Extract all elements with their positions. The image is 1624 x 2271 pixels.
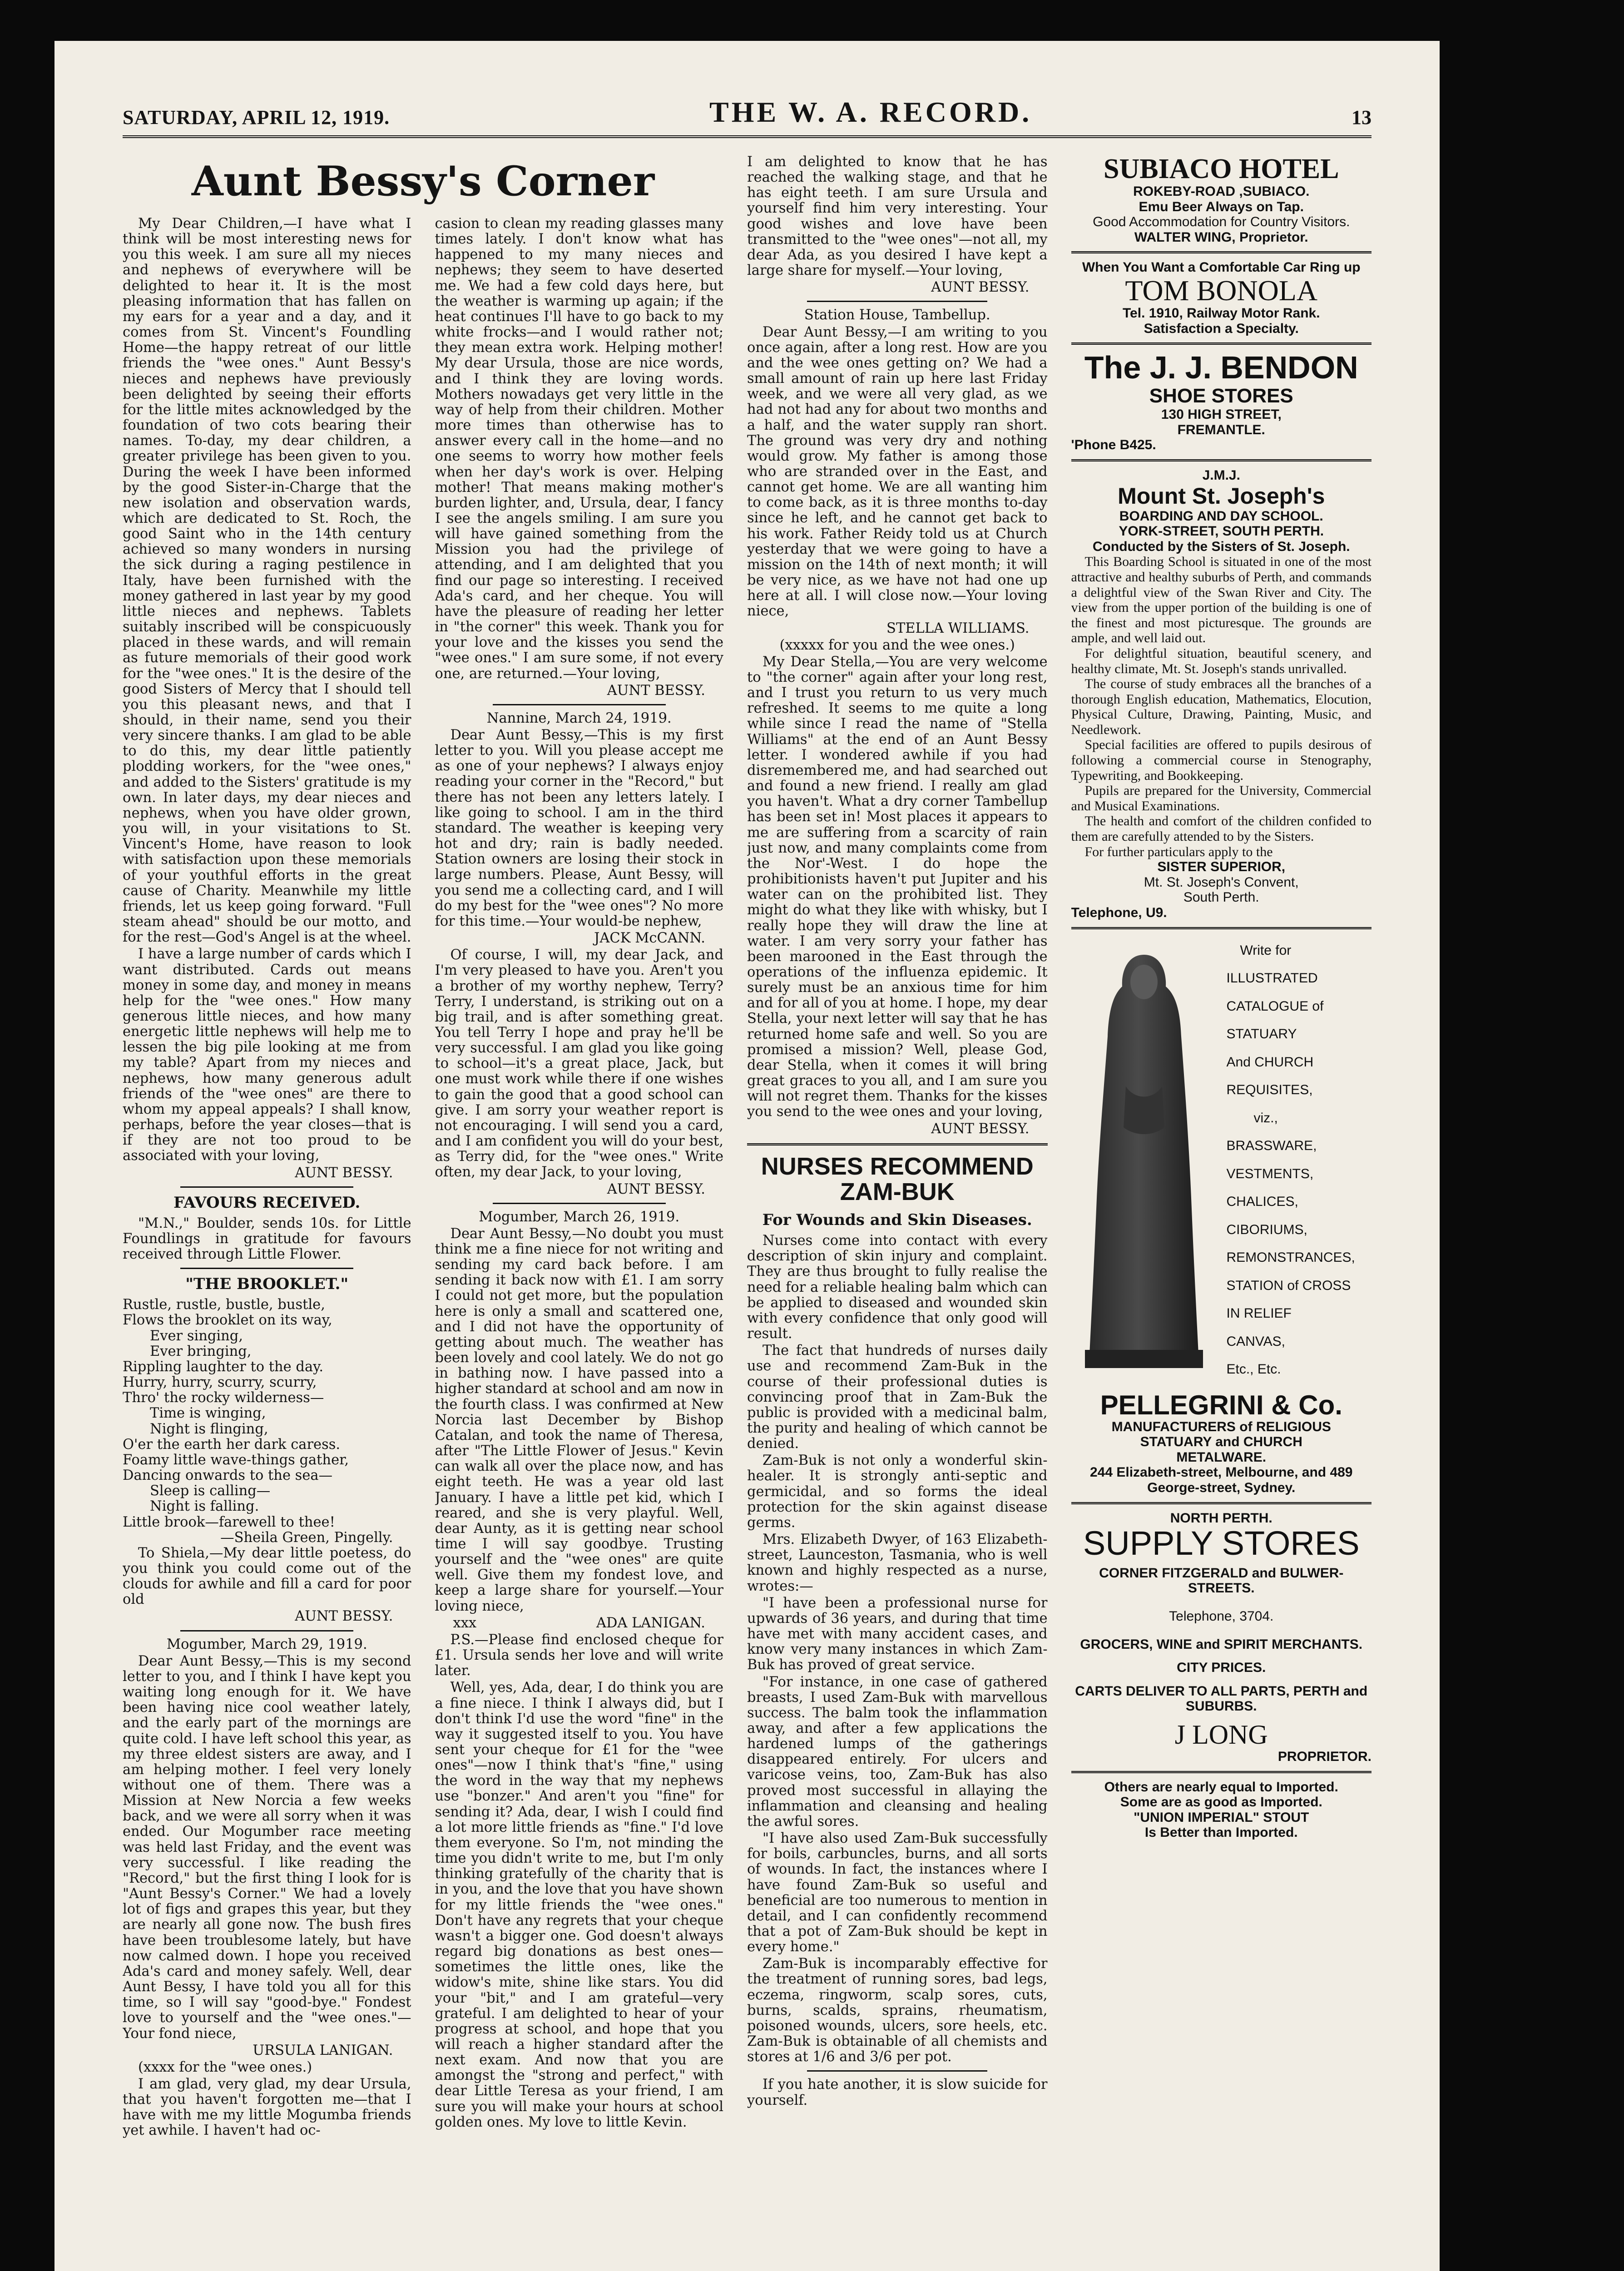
ad-contact: South Perth. [1183, 890, 1259, 905]
divider [180, 1630, 353, 1631]
reply-text: casion to clean my reading glasses many times lately. I don't know what has happened to my many nieces and nephews; they seem to have deserted me. We had a few cold days here, but the weather is warming up again; if the heat continues I'll have to go back to my white frocks—and I would rather not; they mean extra work. Helping mother! My dear Ursula, those are nice words, and I think they are loving words. Mothers nowadays get very little in the way of help from their children. Mother more times than otherwise has to answer every call in the home—and no one seems to worry how mother feels when her day's work is over. Helping mother! That means making mother's burden lighter, and, Ursula, dear, I fancy I see the angels smiling. I am sure you will have gained something from the Mission you had the privilege of attending, and I am delighted that you find our page so interesting. I received Ada's card, and her cheque. You will have the pleasure of reading her letter in "the corner" this week. Thank you for your love and the kisses you send the "wee ones." I am sure some, if not every one, are returned.—Your loving, [435, 216, 723, 682]
signature: JACK McCANN. [594, 930, 705, 947]
ad-line: Emu Beer Always on Tap. [1139, 199, 1304, 214]
poem-line: Ever bringing, [150, 1343, 252, 1359]
ad-paragraph: This Boarding School is situated in one of the most attractive and healthy suburbs of Perth, and commands a delightful view of the Swan River and City. The view from the upper portion of the building is one of the finest and most picturesque. The grounds are ample, and well laid out. [1071, 554, 1371, 646]
reply-text: To Shiela,—My dear little poetess, do you think you could come out of the clouds for awhile and fill a card for poor old [123, 1545, 411, 1608]
ad-line: MANUFACTURERS of RELIGIOUS [1111, 1419, 1331, 1434]
catalogue-item: CANVAS, [1226, 1334, 1285, 1349]
catalogue-item: VESTMENTS, [1226, 1166, 1314, 1181]
poem-author: —Sheila Green, Pingelly. [220, 1529, 393, 1546]
ad-phone: 'Phone B425. [1071, 437, 1156, 453]
zambuk-paragraph: Nurses come into contact with every description of skin injury and complaint. They are thus brought to fully realise the need for a reliable healing balm which can be applied to diseased and wounded skin with every confidence that only good will result. [747, 1233, 1048, 1342]
ad-title: PELLEGRINI & Co. [1100, 1389, 1342, 1420]
ad-bendon [1071, 351, 1372, 453]
ad-union-imperial [1071, 1780, 1372, 1840]
aunt-bessy-section [123, 154, 723, 2140]
ad-contact: SISTER SUPERIOR, [1157, 859, 1286, 875]
letter-paragraph: I have a large number of cards which I want distributed. Cards out means money in some day, and money in means help for the "wee ones." How many generous little nieces, and how many energetic little nephews will help me to lessen the big pile looking at me from my table? Apart from my nieces and nephews, how many generous adult friends of the "wee ones" are there to whom my appeal appeals? I shall know, perhaps, before the year closes—that is if they are not too proud to be associated with your loving, [123, 946, 411, 1164]
ad-subiaco-hotel [1071, 154, 1372, 245]
ad-subtitle: SHOE STORES [1149, 384, 1293, 407]
ad-title: SUPPLY STORES [1083, 1524, 1360, 1562]
ad-line: "UNION IMPERIAL" STOUT [1134, 1810, 1309, 1825]
postscript: P.S.—Please find enclosed cheque for £1. Ursula sends her love and will write later. [435, 1631, 723, 1679]
ad-line: Satisfaction a Specialty. [1144, 321, 1299, 336]
dateline: Nannine, March 24, 1919. [486, 710, 672, 726]
zambuk-paragraph: Mrs. Elizabeth Dwyer, of 163 Elizabeth-street, Launceston, Tasmania, who is well known and highly respected as a nurse, wrotes:— [747, 1532, 1048, 1594]
issue-date: SATURDAY, APRIL 12, 1919. [123, 106, 390, 129]
ad-title: Mount St. Joseph's [1118, 483, 1325, 509]
advertisements-column [1071, 154, 1372, 2140]
catalogue-list [1227, 937, 1355, 1383]
ad-line: Conducted by the Sisters of St. Joseph. [1092, 539, 1350, 554]
signature: AUNT BESSY. [607, 682, 705, 699]
divider [1071, 1502, 1372, 1504]
signature: ADA LANIGAN. [596, 1615, 705, 1631]
catalogue-item: CHALICES, [1226, 1194, 1298, 1210]
ad-body [1071, 554, 1372, 859]
signature: URSULA LANIGAN. [253, 2042, 393, 2058]
signature: STELLA WILLIAMS. [886, 620, 1030, 636]
catalogue-item: And CHURCH [1226, 1054, 1314, 1070]
poem-line: Night is falling. [150, 1498, 259, 1515]
newspaper-title: THE W. A. RECORD. [709, 96, 1032, 128]
dateline: Mogumber, March 29, 1919. [166, 1636, 367, 1652]
ad-line: BOARDING AND DAY SCHOOL. [1119, 508, 1323, 524]
catalogue-item: Write for [1240, 942, 1292, 958]
filler-text: If you hate another, it is slow suicide for yourself. [747, 2077, 1048, 2108]
column-3 [747, 154, 1048, 2140]
ad-paragraph: Pupils are prepared for the University, Commercial and Musical Examinations. [1071, 783, 1371, 813]
ad-line: GROCERS, WINE and SPIRIT MERCHANTS. [1080, 1636, 1363, 1652]
kisses: (xxxxx for you and the wee ones.) [779, 637, 1015, 653]
statue-block [1071, 937, 1372, 1383]
divider [807, 301, 987, 302]
ad-phone: Telephone, U9. [1071, 905, 1167, 921]
zambuk-subtitle: For Wounds and Skin Diseases. [762, 1211, 1032, 1230]
divider [747, 1143, 1048, 1145]
divider [1071, 342, 1372, 345]
ad-role: PROPRIETOR. [1277, 1749, 1371, 1765]
headline: Aunt Bessy's Corner [191, 157, 655, 205]
poem-line: Ever singing, [150, 1328, 243, 1344]
reply-text: Of course, I will, my dear Jack, and I'm very pleased to have you. Aren't you a brother of my worthy nephew, Terry? Terry, I understand, is striking out on a big trail, and is after something great. You tell Terry I hope and pray he'll be very successful. I am glad you like going to school—it's a great place, Jack, but one must work while there if one wishes to gain the good that a good school can give. I am sorry your weather report is not encouraging. I will send you a card, and I am confident you will do your best, as Terry did, for the "wee ones." Write often, my dear Jack, to your loving, [435, 947, 723, 1180]
signature: AUNT BESSY. [295, 1608, 393, 1625]
catalogue-item: REQUISITES, [1226, 1082, 1313, 1098]
favours-heading: FAVOURS RECEIVED. [173, 1193, 361, 1212]
ad-paragraph: For delightful situation, beautiful scenery, and healthy climate, Mt. St. Joseph's stands unrivalled. [1071, 645, 1371, 676]
ad-town: FREMANTLE. [1177, 422, 1265, 437]
ad-paragraph: The health and comfort of the children confided to them are carefully attended to by the Sisters. [1071, 813, 1371, 844]
column-2 [435, 216, 724, 2140]
letter-text: Dear Aunt Bessy,—I am writing to you once again, after a long rest. How are you and the wee ones getting on? We had a small amount of rain up here last Friday week, and we were all very glad, as we had not had any for about two months and a half, and the water supply ran short. The ground was very dry and nothing would grow. My father is among those who are stranded over in the East, and cannot get home. We are all wanting him to come back, as it is three months to-day since he left, and he cannot get back to his work. Father Reidy told us at Church yesterday that we were going to have a mission on the 14th of next month; it will be very nice, as we have not had one up here at all. I will close now.—Your loving niece, [747, 324, 1048, 620]
ad-line: Is Better than Imported. [1144, 1825, 1298, 1840]
ad-address: CORNER FITZGERALD and BULWER-STREETS. [1099, 1565, 1344, 1596]
ad-address: 244 Elizabeth-street, Melbourne, and 489 George-street, Sydney. [1089, 1465, 1353, 1495]
ad-paragraph: For further particulars apply to the [1084, 844, 1273, 859]
ad-paragraph: The course of study embraces all the branches of a thorough English education, Mathematics, Elocution, Physical Culture, Drawing, Painting, Music, and Needlework. [1071, 676, 1371, 737]
reply-text: I am delighted to know that he has reached the walking stage, and that he has eight teeth. I am sure Ursula and yourself find him very interesting. Your good wishes and love have been transmitted to the "wee ones"—not all, my dear Ada, as you desired I have kept a large share for myself.—Your loving, [747, 154, 1048, 279]
catalogue-item: Etc., Etc. [1226, 1362, 1281, 1377]
zambuk-paragraph: "For instance, in one case of gathered breasts, I used Zam-Buk with marvellous success. The balm took the inflammation away, and after a few applications the hardened lumps of the gatherings disappeared entirely. For ulcers and varicose veins, too, Zam-Buk has also proved most successful in allaying the inflammation and cleansing and healing the awful sores. [747, 1674, 1048, 1830]
newspaper-page [54, 41, 1440, 2271]
poem-line: Night is flinging, [150, 1421, 268, 1437]
zambuk-paragraph: Zam-Buk is not only a wonderful skin-healer. It is strongly anti-septic and germicidal, and so forms the ideal protection for the skin against disease germs. [747, 1453, 1048, 1531]
ad-phone: Tel. 1910, Railway Motor Rank. [1122, 306, 1320, 321]
zambuk-title: NURSES RECOMMEND ZAM-BUK [761, 1152, 1034, 1206]
kisses: xxx [453, 1615, 477, 1631]
ad-st-josephs [1071, 468, 1372, 921]
divider [493, 704, 666, 705]
column-1 [123, 216, 411, 2140]
dateline: Mogumber, March 26, 1919. [479, 1209, 680, 1225]
ad-supply-stores [1071, 1511, 1372, 1765]
ad-proprietor: WALTER WING, Proprietor. [1134, 229, 1308, 245]
poem-line: Sleep is calling— [150, 1483, 271, 1499]
ad-address: 130 HIGH STREET, [1161, 407, 1282, 422]
kisses: (xxxx for the "wee ones.) [138, 2059, 312, 2075]
ad-contact: Mt. St. Joseph's Convent, [1144, 874, 1299, 890]
poem-line: Hurry, hurry, scurry, scurry, [123, 1374, 317, 1391]
ad-tagline: When You Want a Comfortable Car Ring up [1082, 260, 1361, 275]
ad-address: ROKEBY-ROAD ,SUBIACO. [1133, 184, 1310, 199]
catalogue-item: IN RELIEF [1226, 1306, 1292, 1321]
ad-line: CARTS DELIVER TO ALL PARTS, PERTH and SUBURBS. [1075, 1683, 1368, 1714]
divider [807, 2070, 987, 2072]
catalogue-item: ILLUSTRATED [1226, 971, 1318, 986]
poem-line: Dancing onwards to the sea— [123, 1468, 333, 1484]
signature-row [435, 1616, 724, 1631]
poem-line: Rustle, rustle, bustle, bustle, [123, 1297, 325, 1313]
ad-top: NORTH PERTH. [1170, 1510, 1272, 1526]
brooklet-heading: "THE BROOKLET." [185, 1275, 349, 1294]
divider [493, 1203, 666, 1204]
ad-line: STATUARY and CHURCH [1140, 1434, 1302, 1450]
catalogue-item: CATALOGUE of [1226, 998, 1324, 1014]
reply-text: Well, yes, Ada, dear, I do think you are a fine niece. I think I always did, but I don't think I'd use the word "fine" in the way it suggested itself to you. You have sent your cheque for £1 for the "wee ones"—now I think that's "fine," using the word in the way that my nephews use "bonzer." And aren't you "fine" for sending it? Ada, dear, I wish I could find a lot more little friends as "fine." I'd love them everyone. So I'm, not minding the time you didn't write to me, but I'm only thinking gratefully of the charity that is in you, and the love that you have shown for my little friends the "wee ones." Don't have any regrets that your cheque wasn't a bigger one. God doesn't always regard big donations as best ones—sometimes the little ones, like the widow's mite, shine like stars. You did your "bit," and I am grateful—very grateful. I am delighted to hear of your progress at school, and hope that you will reach a higher standard after the next exam. And now that you are amongst the "strong and perfect," with dear Little Teresa as your friend, I am sure you will make your hours at school golden ones. My love to little Kevin. [435, 1680, 723, 2130]
poem-line: Little brook—farewell to thee! [123, 1514, 335, 1530]
divider [180, 1268, 353, 1269]
signature: AUNT BESSY. [295, 1165, 393, 1181]
favours-text: "M.N.," Boulder, sends 10s. for Little Foundlings in gratitude for favours received through Little Flower. [123, 1215, 411, 1263]
poem-line: Time is winging, [150, 1405, 266, 1422]
divider [1071, 251, 1372, 253]
letter-text: Dear Aunt Bessy,—This is my first letter to you. Will you please accept me as one of your nephews? I always enjoy reading your corner in the "Record," but there has not been any letters lately. I like going to school. I am in the third standard. The weather is keeping very hot and dry; rain is badly needed. Station owners are losing their stock in large numbers. Please, Aunt Bessy, will you send me a collecting card, and I will do my best for the "wee ones"? No more for this time.—Your would-be nephew, [435, 727, 723, 929]
ad-line: CITY PRICES. [1177, 1660, 1266, 1676]
poem-line: Rippling laughter to the day. [123, 1359, 324, 1375]
catalogue-item: CIBORIUMS, [1226, 1222, 1307, 1237]
signature: AUNT BESSY. [607, 1181, 705, 1197]
divider [1071, 459, 1372, 461]
zambuk-paragraph: Zam-Buk is incomparably effective for the treatment of running sores, bad legs, eczema, ringworm, scalp sores, cuts, burns, scalds, sprains, rheumatism, poisoned wounds, ulcers, sore heels, etc. Zam-Buk is obtainable of all chemists and stores at 1/6 and 3/6 per pot. [747, 1956, 1048, 2065]
brooklet-poem [123, 1297, 411, 1546]
ad-line: Others are nearly equal to Imported. [1104, 1779, 1338, 1795]
ad-line: Good Accommodation for Country Visitors. [1093, 214, 1350, 230]
poem-line: O'er the earth her dark caress. [123, 1436, 341, 1453]
ad-title: The J. J. BENDON [1084, 350, 1358, 386]
ad-line: METALWARE. [1176, 1449, 1267, 1465]
catalogue-item: REMONSTRANCES, [1226, 1250, 1355, 1265]
zambuk-paragraph: "I have also used Zam-Buk successfully for boils, carbuncles, burns, and all sorts of wounds. In fact, the instances where I have found Zam-Buk so useful and beneficial are too numerous to mention in detail, and I can confidently recommend that a pot of Zam-Buk should be kept in every home." [747, 1830, 1048, 1955]
letter-paragraph: My Dear Children,—I have what I think will be most interesting news for you this week. I am sure all my nieces and nephews of everywhere will be delighted to hear it. It is the most pleasing information that has fallen on my ears for a year and a day, and it comes from St. Vincent's Foundling Home—the happy retreat of our little friends the "wee ones." Aunt Bessy's nieces and nephews have previously been delighted by seeing their efforts for the little mites acknowledged by the foundation of two cots bearing their names. To-day, my dear children, a greater privilege has been given to you. During the week I have been informed by the good Sister-in-Charge that the new isolation and observation wards, which are dedicated to St. Roch, the good Saint who in the 14th century achieved so many wonders in nursing the sick during a raging pestilence in Italy, have been furnished with the money gathered in last year by my good little nieces and nephews. Tablets suitably inscribed will be conspicuously placed in these wards, and will remain as future memorials of their good work for the "wee ones." It is the desire of the good Sisters of Mercy that I should tell you this pleasant news, and that I should, in their name, send you their very sincere thanks. I am glad to be able to do this, my dear little patiently plodding workers, for the "wee ones," and added to the Sisters' gratitude is my own. In later days, my dear nieces and nephews, when you have older grown, you will, in your visitations to St. Vincent's Home, have reason to look with satisfaction upon these memorials of your youthful efforts in the great cause of Charity. Meanwhile my little friends, let us keep going forward. "Full steam ahead" should be our motto, and for the rest—God's Angel is at the wheel. [123, 216, 411, 946]
madonna-statue-image [1071, 937, 1217, 1373]
ad-title: SUBIACO HOTEL [1103, 154, 1339, 184]
ad-owner: J LONG [1174, 1720, 1268, 1750]
ad-pellegrini [1071, 937, 1372, 1496]
signature: AUNT BESSY. [931, 279, 1030, 296]
letter-text: Dear Aunt Bessy,—This is my second letter to you, and I think I have kept you waiting long enough for it. We have been having nice cool weather lately, and the early part of the mornings are quite cold. I have left school this year, as my three eldest sisters are away, and I am helping mother. I feel very lonely without one of them. There was a Mission at New Norcia a few weeks back, and we were all sorry when it was ended. Our Mogumber race meeting was held last Friday, and the event was very successful. I like reading the "Record," but the first thing I look for is "Aunt Bessy's Corner." We had a lovely lot of figs and grapes this year, but they are nearly all gone now. The bush fires have been troublesome lately, but have now calmed down. I hope you received Ada's card and money safely. Well, dear Aunt Bessy, I have told you all for this time, so I will say "good-bye." Fondest love to yourself and the "wee ones."—Your fond niece, [123, 1653, 411, 2042]
poem-line: Thro' the rocky wilderness— [123, 1390, 324, 1406]
columns [123, 154, 1371, 2140]
masthead [123, 95, 1371, 138]
catalogue-item: STATION of CROSS [1226, 1278, 1351, 1293]
page-number: 13 [1351, 106, 1371, 129]
zambuk-paragraph: "I have been a professional nurse for upwards of 36 years, and during that time have met with many accident cases, and know very many instances in which Zam-Buk has proved of great service. [747, 1595, 1048, 1673]
dateline: Station House, Tambellup. [804, 307, 990, 323]
divider [1071, 927, 1372, 929]
catalogue-item: viz., [1253, 1110, 1278, 1126]
divider [180, 1186, 353, 1188]
reply-text: I am glad, very glad, my dear Ursula, that you haven't forgotten me—that I have with me my little Mogumba friends yet awhile. I haven't had oc- [123, 2076, 411, 2139]
poem-line: Foamy little wave-things gather, [123, 1452, 349, 1468]
ad-paragraph: Special facilities are offered to pupils desirous of following a commercial course in Stenography, Typewriting, and Bookkeeping. [1071, 737, 1371, 783]
reply-text: My Dear Stella,—You are very welcome to "the corner" again after your long rest, and I trust you return to us very much refreshed. It seems to me quite a long while since I read the name of "Stella Williams" at the end of an Aunt Bessy letter. I wondered awhile if you had disremembered me, and had searched out and found a new friend. I really am glad you haven't. What a dry corner Tambellup has been set in! Most places it appears to me are suffering from a scarcity of rain just now, and many complaints come from the Nor'-West. I do hope the prohibitionists haven't put Jupiter and his water can on the prohibited list. They might do what they like with whisky, but I really hope they will draw the line at water. I am very sorry your father has been marooned in the East through the operations of the influenza epidemic. It surely must be an anxious time for him and for all of you at home. I hope, my dear Stella, your next letter will say that he has returned home safe and well. So you are promised a mission? Well, please God, dear Stella, when it comes it will bring great graces to you all, and I am sure you will not regret them. Thanks for the kisses you send to the wee ones and your loving, [747, 654, 1048, 1120]
poem-line: Flows the brooklet on its way, [123, 1312, 332, 1329]
zambuk-paragraph: The fact that hundreds of nurses daily use and recommend Zam-Buk in the course of their professional duties is convincing proof that in Zam-Buk the public is provided with a medicinal balm, the purity and healing of which cannot be denied. [747, 1343, 1048, 1452]
ad-phone: Telephone, 3704. [1169, 1609, 1274, 1624]
ad-line: YORK-STREET, SOUTH PERTH. [1119, 524, 1324, 539]
catalogue-item: BRASSWARE, [1226, 1138, 1317, 1154]
ad-title: TOM BONOLA [1125, 274, 1318, 307]
ad-jmj: J.M.J. [1202, 467, 1240, 483]
signature: AUNT BESSY. [931, 1121, 1030, 1137]
letter-text: Dear Aunt Bessy,—No doubt you must think me a fine niece for not writing and sending my card back before. I am sending it back now with £1. I am sorry I could not get more, but the population here is only a small and scattered one, and I did not have the opportunity of getting about much. The weather has been lovely and cool lately. We do not go in bathing now. I have passed into a higher standard at school and am now in the fourth class. I was confirmed at New Norcia last December by Bishop Catalan, and took the name of Theresa, after "The Little Flower of Jesus." Kevin can walk all over the place now, and has eight teeth. He was a year old last January. I have a little pet kid, which I reared, and she is very playful. Well, dear Aunty, as it is getting near school time I will say goodbye. Trusting yourself and the "wee ones" are quite well. Give them my fondest love, and keep a large share for yourself.—Your loving niece, [435, 1225, 723, 1614]
divider [1071, 1771, 1372, 1773]
catalogue-item: STATUARY [1226, 1026, 1297, 1042]
ad-line: Some are as good as Imported. [1120, 1795, 1322, 1810]
ad-tom-bonola [1071, 260, 1372, 336]
